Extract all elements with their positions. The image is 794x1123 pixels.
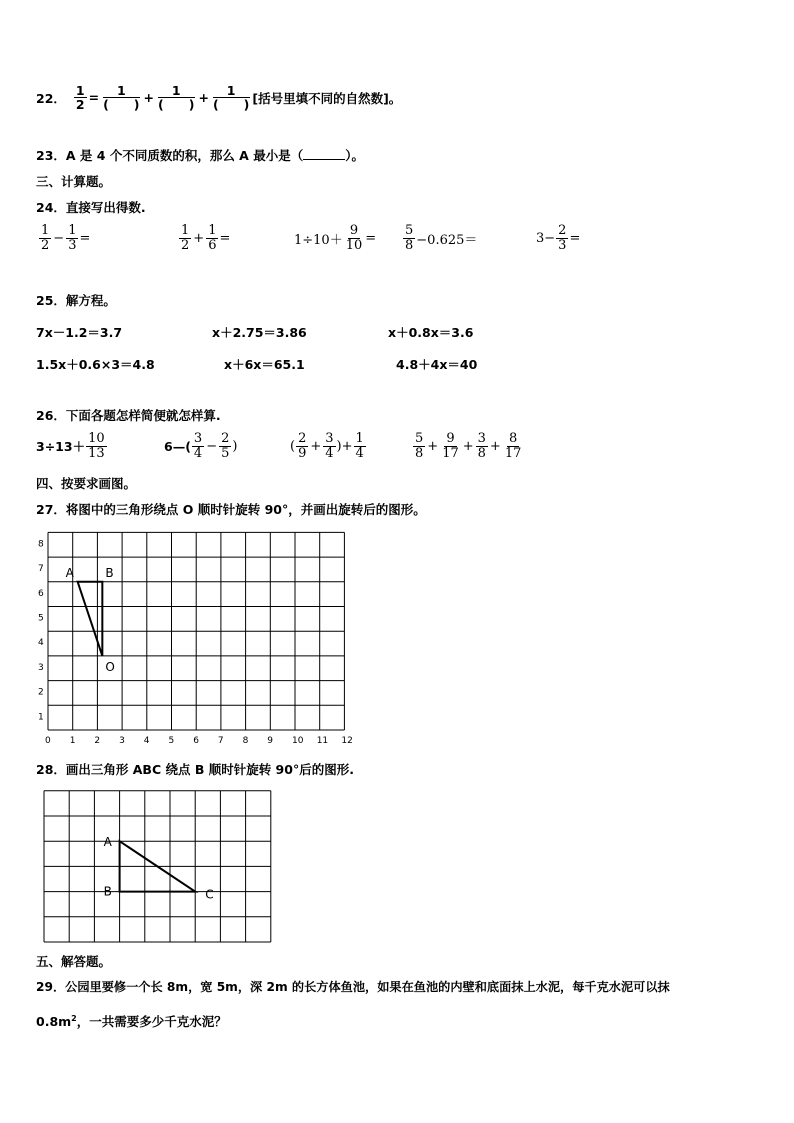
x-tick-label: 8 — [242, 736, 249, 746]
y-tick-label: 7 — [38, 564, 44, 575]
question-29-line1: 29．公园里要修一个长 8m，宽 5m，深 2m 的长方体鱼池，如果在鱼池的内壁和底面抹上水泥，每千克水泥可以抹 — [36, 980, 670, 994]
question-25-title: 25．解方程。 — [36, 293, 116, 308]
expression: 3÷13＋ $\frac{10}{13}$ — [36, 431, 105, 461]
expression: 6—( $\frac{3}{4}$ − $\frac{2}{5}$ ) — [164, 431, 238, 461]
section-heading: 五、解答题。 — [36, 954, 112, 969]
expression: $\frac{1}{2}$ + $\frac{1}{6}$ = — [181, 223, 231, 253]
question-27-title: 27．将图中的三角形绕点 O 顺时针旋转 90°，并画出旋转后的图形。 — [36, 502, 426, 517]
point-label-b: B — [105, 565, 114, 580]
x-tick-label: 5 — [168, 736, 175, 746]
point-label-a: A — [65, 565, 74, 580]
fraction: $\frac{1}{( )}$ — [212, 83, 250, 113]
x-tick-label: 0 — [45, 736, 51, 746]
y-tick-label: 6 — [38, 588, 44, 599]
question-29-line2: $0.8m^2$，一共需要多少千克水泥？ — [36, 1013, 227, 1029]
y-tick-label: 1 — [38, 712, 44, 723]
y-tick-label: 2 — [38, 687, 44, 698]
grid-diagram-27 — [30, 530, 360, 748]
y-tick-label: 3 — [38, 662, 44, 673]
question-28-title: 28．画出三角形 ABC 绕点 B 顺时针旋转 90°后的图形. — [36, 762, 354, 777]
question-number: 22． — [36, 90, 66, 106]
equation: 1.5x＋0.6×3＝4.8 — [36, 357, 155, 372]
expression: 3− $\frac{2}{3}$ = — [536, 223, 581, 253]
equation: x＋2.75＝3.86 — [212, 325, 307, 340]
x-tick-label: 12 — [341, 736, 353, 746]
x-tick-label: 3 — [119, 736, 125, 746]
point-label-c: C — [205, 887, 214, 902]
equation: x＋0.8x＝3.6 — [388, 325, 474, 340]
question-note: [括号里填不同的自然数]。 — [252, 90, 402, 106]
expression: ( $\frac{2}{9}$ + $\frac{3}{4}$ )+ $\frac{1}{4}$ — [290, 431, 364, 461]
y-tick-label: 5 — [38, 613, 44, 624]
question-22: 22． $\frac{1}{2}$ = $\frac{1}{( )}$ + $\frac{1}{( )}$ + $\frac{1}{( )}$ [括号里填不同的自然数]。 — [36, 83, 402, 113]
y-tick-label: 8 — [38, 539, 44, 550]
expression: $\frac{1}{2}$ − $\frac{1}{3}$ = — [41, 223, 91, 253]
equation: 7x－1.2＝3.7 — [36, 325, 123, 340]
x-tick-label: 1 — [69, 736, 76, 746]
question-26-title: 26．下面各题怎样简便就怎样算. — [36, 408, 221, 423]
point-label-o: O — [105, 659, 115, 674]
x-tick-label: 6 — [193, 736, 199, 746]
section-heading: 三、计算题。 — [36, 174, 112, 189]
answer-blank[interactable] — [303, 146, 345, 160]
expression: 1÷10＋ $\frac{9}{10}$ = — [294, 223, 377, 253]
question-24-title: 24．直接写出得数. — [36, 200, 146, 215]
y-tick-labels — [38, 539, 44, 722]
x-tick-labels — [45, 736, 353, 746]
expression: $\frac{5}{8}$ + $\frac{9}{17}$ + $\frac{3}{8}$ + $\frac{8}{17}$ — [415, 431, 522, 461]
x-tick-label: 11 — [316, 736, 329, 746]
x-tick-label: 9 — [267, 736, 274, 746]
point-label-b: B — [103, 884, 112, 899]
expression: $\frac{5}{8}$ −0.625＝ — [405, 223, 478, 253]
x-tick-label: 10 — [292, 736, 304, 746]
grid-diagram-28 — [40, 788, 276, 948]
x-tick-label: 7 — [217, 736, 224, 746]
point-label-a: A — [103, 835, 112, 850]
y-tick-label: 4 — [38, 638, 44, 649]
equation: x＋6x＝65.1 — [224, 357, 305, 372]
fraction: $\frac{1}{( )}$ — [103, 83, 140, 113]
triangle-aob — [78, 582, 103, 656]
fraction: $\frac{1}{2}$ — [75, 83, 85, 113]
equation: 4.8＋4x＝40 — [396, 357, 478, 372]
grid-lines — [48, 532, 344, 730]
x-tick-label: 4 — [143, 736, 150, 746]
section-heading: 四、按要求画图。 — [36, 476, 137, 491]
x-tick-label: 2 — [94, 736, 101, 746]
fraction: $\frac{1}{( )}$ — [158, 83, 195, 113]
question-23: 23．A 是 4 个不同质数的积，那么 A 最小是（ ）。 — [36, 148, 364, 163]
